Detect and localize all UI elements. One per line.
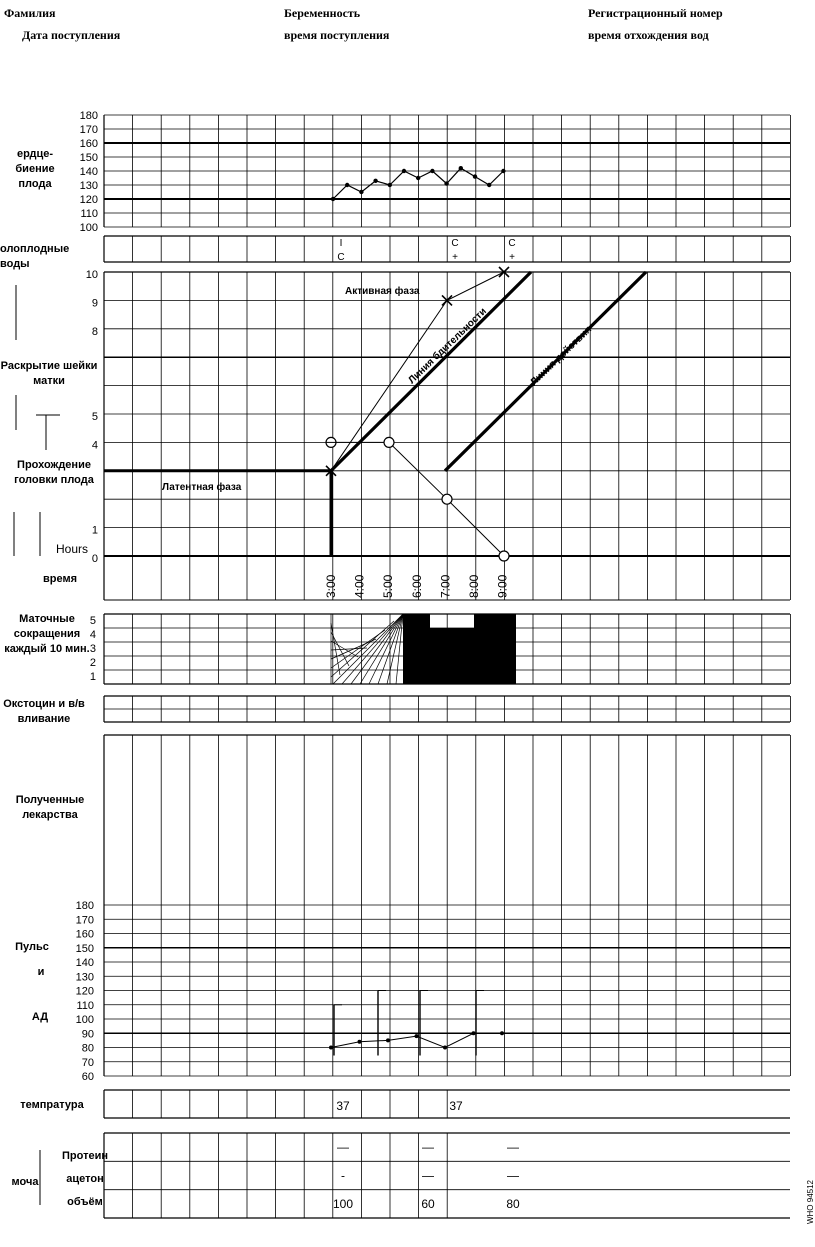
pulse-tick-label: 60 [81,1071,94,1083]
watermark: WHO 94512 [806,1180,815,1225]
fhr-point [473,174,477,178]
descent-point [499,551,509,561]
hatch-line [369,614,403,684]
urine-value: - [341,1168,345,1183]
time-tick-label: 7:00 [438,574,453,598]
admission-time-label: время поступления [284,28,390,42]
fhr-point [487,183,491,187]
descent-point [384,437,394,447]
urine-value: — [422,1140,434,1155]
urine-label: моча [11,1176,39,1188]
dilation-tick-label: 5 [91,411,98,423]
pulse-tick-label: 150 [75,942,94,955]
pulse-tick-label: 70 [81,1056,94,1069]
pulse-tick-label: 100 [75,1014,94,1026]
oxytocin-label: Окстоцин и в/в вливание [3,698,85,725]
volume-label: объём [67,1196,103,1208]
fhr-tick-label: 180 [79,110,98,122]
pulse-tick-label: 130 [75,971,94,984]
fhr-point [402,169,406,173]
pulse-tick-label: 180 [75,900,94,912]
urine-value: 80 [506,1196,520,1211]
fhr-point [416,176,420,180]
temperature-value: 37 [336,1099,350,1113]
amniotic-mark-bottom: C [337,252,345,263]
temp-label: темпратура [20,1099,84,1111]
time-tick-label: 4:00 [352,574,367,598]
action-line-label: Линия действия [528,324,595,389]
contraction-tick-label: 2 [89,657,96,669]
fhr-tick-label: 150 [79,152,98,164]
fhr-tick-label: 160 [79,138,98,150]
time-tick-label: 3:00 [324,574,338,598]
temperature-value: 37 [449,1099,463,1113]
protein-label: Протеин [62,1150,108,1162]
fhr-tick-label: 110 [80,208,98,220]
active-phase-label: Активная фаза [345,286,420,297]
time-tick-label: 6:00 [409,574,424,598]
fhr-point [345,183,349,187]
urine-value: — [422,1168,434,1183]
urine-value: — [337,1140,349,1155]
urine-value: — [507,1140,519,1155]
fhr-point [373,179,377,183]
pulse-label: Пульс [15,941,49,953]
amniotic-mark-bottom: + [509,252,515,263]
time-tick-label: 8:00 [467,574,481,598]
pulse-tick-label: 120 [75,985,94,998]
pulse-point [443,1046,447,1050]
fhr-tick-label: 140 [79,166,98,178]
amniotic-mark-top: C [451,238,459,249]
descent-label: Прохождение головки плода [14,459,94,486]
pulse-point [500,1031,504,1035]
contraction-tick-label: 4 [89,629,96,641]
and-label: и [37,966,45,978]
dilation-tick-label: 0 [91,553,98,565]
reg-number-label: Регистрационный номер [588,6,723,20]
chart-marks [104,166,646,1211]
fhr-tick-label: 130 [79,180,98,192]
contraction-tick-label: 1 [89,671,96,683]
amniotic-label: олоплодные воды [0,243,70,270]
contractions-label: Маточные сокращения каждый 10 мин. [4,613,90,655]
fhr-tick-label: 170 [79,124,98,136]
pulse-tick-label: 160 [75,928,94,941]
latent-phase-label: Латентная фаза [162,482,242,493]
pulse-tick-label: 140 [75,957,94,969]
waters-time-label: время отхождения вод [588,28,709,42]
amniotic-mark-bottom: + [452,252,458,263]
time-tick-label: 5:00 [381,574,396,598]
dilation-tick-label: 4 [91,439,98,452]
admission-date-label: Дата поступления [22,28,121,42]
pulse-point [329,1046,333,1050]
fhr-point [331,197,335,201]
pulse-point [358,1040,362,1044]
dilation-label: Раскрытие шейки матки [0,360,98,387]
drugs-label: Полученные лекарства [15,794,85,821]
hours-label: Hours [55,542,88,556]
fhr-tick-label: 120 [79,194,98,206]
urine-value: — [507,1168,519,1183]
time-tick-label: 9:00 [495,574,510,598]
fhr-point [459,166,463,170]
acetone-label: ацетон [66,1173,104,1185]
fhr-point [430,169,434,173]
urine-value: 60 [421,1196,435,1211]
pulse-tick-label: 110 [76,999,94,1012]
fhr-point [359,190,363,194]
pulse-tick-label: 90 [81,1028,94,1041]
dilation-tick-label: 1 [91,524,98,537]
pulse-point [386,1038,390,1042]
dilation-tick-label: 10 [85,269,98,281]
dilation-tick-label: 8 [91,325,98,338]
fhr-point [388,183,392,187]
dilation-tick-label: 9 [91,297,98,310]
amniotic-mark-top: I [339,238,343,249]
pulse-tick-label: 80 [81,1042,94,1055]
urine-value: 100 [332,1196,354,1211]
surname-label: Фамилия [4,6,56,20]
fhr-tick-label: 100 [79,222,98,234]
contraction-tick-label: 3 [89,643,96,655]
bp-label: АД [31,1011,49,1023]
contraction-bar [403,614,516,684]
pregnancy-label: Беременность [284,6,361,20]
pulse-point [472,1031,476,1035]
fhr-point [444,181,448,185]
fhr-label: ердце-биение плода [15,148,55,190]
pulse-tick-label: 170 [75,914,94,927]
amniotic-mark-top: C [508,238,516,249]
time-label: время [42,573,77,585]
pulse-point [415,1034,419,1038]
fhr-point [501,169,505,173]
contraction-hatch [331,614,405,684]
alert-line-label: Линия бдительности [406,306,489,387]
contraction-tick-label: 5 [89,615,96,627]
descent-point [442,494,452,504]
